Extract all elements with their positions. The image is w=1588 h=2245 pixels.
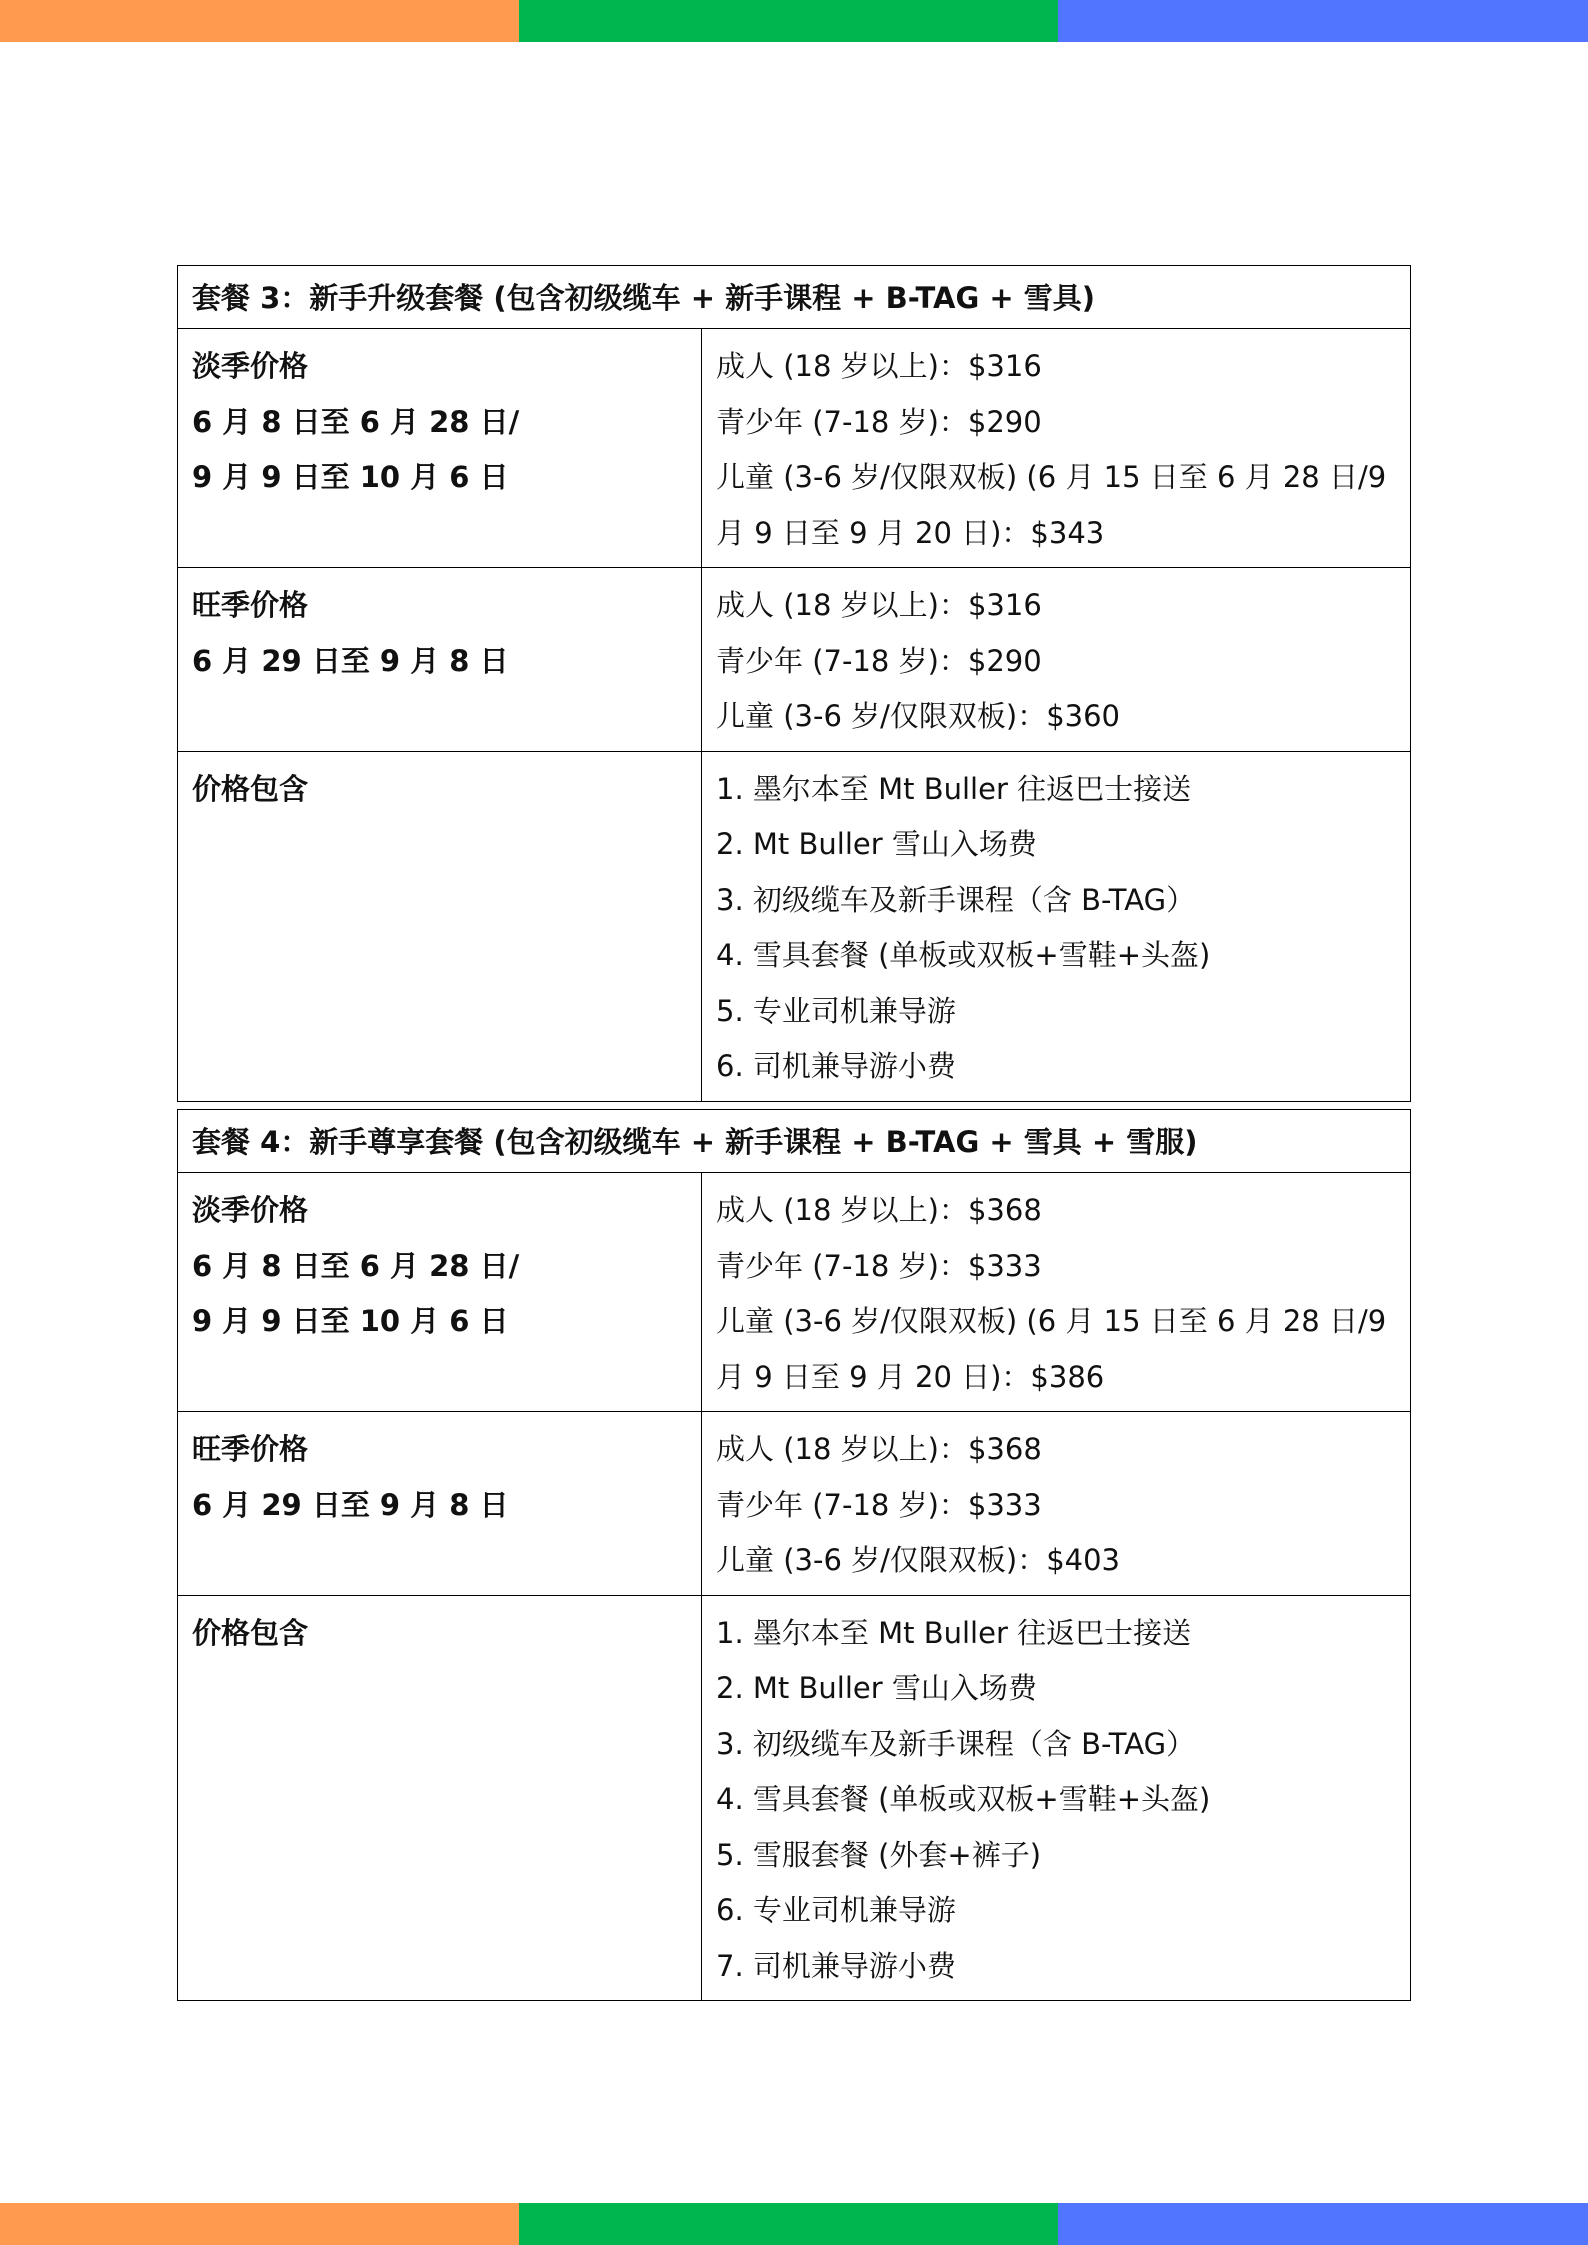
stripe-green	[519, 2203, 1058, 2245]
inclusion-item: 4. 雪具套餐 (单板或双板+雪鞋+头盔)	[716, 1782, 1211, 1816]
price-line: 成人 (18 岁以上)：$368	[716, 1432, 1042, 1466]
inclusion-item: 7. 司机兼导游小费	[716, 1948, 956, 1983]
peak-season-row	[178, 1412, 1411, 1596]
package-title-row	[178, 266, 1411, 329]
price-line: 儿童 (3-6 岁/仅限双板) (6 月 15 日至 6 月 28 日/9	[716, 1304, 1387, 1338]
price-line: 成人 (18 岁以上)：$368	[716, 1193, 1042, 1227]
inclusions-row	[178, 751, 1411, 1101]
top-color-stripe	[0, 0, 1588, 42]
label-line: 旺季价格	[192, 588, 309, 622]
stripe-green	[519, 0, 1058, 42]
inclusion-item: 4. 雪具套餐 (单板或双板+雪鞋+头盔)	[716, 938, 1211, 972]
off-season-label	[178, 329, 702, 568]
inclusion-item: 1. 墨尔本至 Mt Buller 往返巴士接送	[716, 771, 1192, 806]
package-title: 套餐 4：新手尊享套餐 (包含初级缆车 + 新手课程 + B-TAG + 雪具 + 雪服)	[178, 1110, 1411, 1173]
inclusion-item: 2. Mt Buller 雪山入场费	[716, 1671, 1037, 1705]
package-title: 套餐 3：新手升级套餐 (包含初级缆车 + 新手课程 + B-TAG + 雪具)	[178, 266, 1411, 329]
off-season-row	[178, 1173, 1411, 1412]
label-line: 6 月 29 日至 9 月 8 日	[192, 1487, 509, 1522]
label-line: 9 月 9 日至 10 月 6 日	[192, 460, 509, 494]
package-3-table	[177, 265, 1411, 1102]
bottom-color-stripe	[0, 2203, 1588, 2245]
off-season-prices	[702, 1173, 1411, 1412]
stripe-blue	[1058, 0, 1588, 42]
price-line: 儿童 (3-6 岁/仅限双板)：$403	[716, 1543, 1121, 1577]
price-line: 月 9 日至 9 月 20 日)：$343	[716, 515, 1105, 550]
price-line: 成人 (18 岁以上)：$316	[716, 588, 1042, 622]
inclusion-item: 5. 专业司机兼导游	[716, 993, 956, 1028]
inclusion-item: 1. 墨尔本至 Mt Buller 往返巴士接送	[716, 1615, 1192, 1650]
inclusions-list	[702, 751, 1411, 1101]
inclusion-item: 3. 初级缆车及新手课程（含 B-TAG）	[716, 882, 1196, 917]
price-line: 青少年 (7-18 岁)：$290	[716, 404, 1042, 439]
inclusion-item: 3. 初级缆车及新手课程（含 B-TAG）	[716, 1726, 1196, 1761]
inclusion-item: 6. 专业司机兼导游	[716, 1893, 956, 1927]
label-line: 6 月 8 日至 6 月 28 日/	[192, 1248, 520, 1283]
inclusions-list	[702, 1595, 1411, 2001]
package-title-row	[178, 1110, 1411, 1173]
inclusions-label	[178, 1595, 702, 2001]
label-line: 旺季价格	[192, 1432, 309, 1466]
peak-season-prices	[702, 568, 1411, 752]
price-line: 儿童 (3-6 岁/仅限双板) (6 月 15 日至 6 月 28 日/9	[716, 460, 1387, 494]
price-line: 青少年 (7-18 岁)：$333	[716, 1248, 1042, 1283]
label-line: 价格包含	[192, 1615, 309, 1650]
price-line: 成人 (18 岁以上)：$316	[716, 349, 1042, 383]
inclusion-item: 2. Mt Buller 雪山入场费	[716, 827, 1037, 861]
label-line: 6 月 29 日至 9 月 8 日	[192, 643, 509, 678]
peak-season-prices	[702, 1412, 1411, 1596]
stripe-orange	[0, 0, 519, 42]
peak-season-label	[178, 568, 702, 752]
inclusions-label	[178, 751, 702, 1101]
price-line: 青少年 (7-18 岁)：$333	[716, 1487, 1042, 1522]
off-season-row	[178, 329, 1411, 568]
price-line: 青少年 (7-18 岁)：$290	[716, 643, 1042, 678]
label-line: 价格包含	[192, 771, 309, 806]
package-4-table	[177, 1109, 1411, 2001]
price-line: 月 9 日至 9 月 20 日)：$386	[716, 1359, 1105, 1394]
label-line: 淡季价格	[192, 1193, 309, 1227]
peak-season-row	[178, 568, 1411, 752]
off-season-prices	[702, 329, 1411, 568]
inclusion-item: 5. 雪服套餐 (外套+裤子)	[716, 1837, 1042, 1872]
label-line: 6 月 8 日至 6 月 28 日/	[192, 404, 520, 439]
off-season-label	[178, 1173, 702, 1412]
label-line: 9 月 9 日至 10 月 6 日	[192, 1304, 509, 1338]
inclusion-item: 6. 司机兼导游小费	[716, 1049, 956, 1083]
inclusions-row	[178, 1595, 1411, 2001]
peak-season-label	[178, 1412, 702, 1596]
label-line: 淡季价格	[192, 349, 309, 383]
stripe-orange	[0, 2203, 519, 2245]
price-line: 儿童 (3-6 岁/仅限双板)：$360	[716, 699, 1121, 733]
stripe-blue	[1058, 2203, 1588, 2245]
